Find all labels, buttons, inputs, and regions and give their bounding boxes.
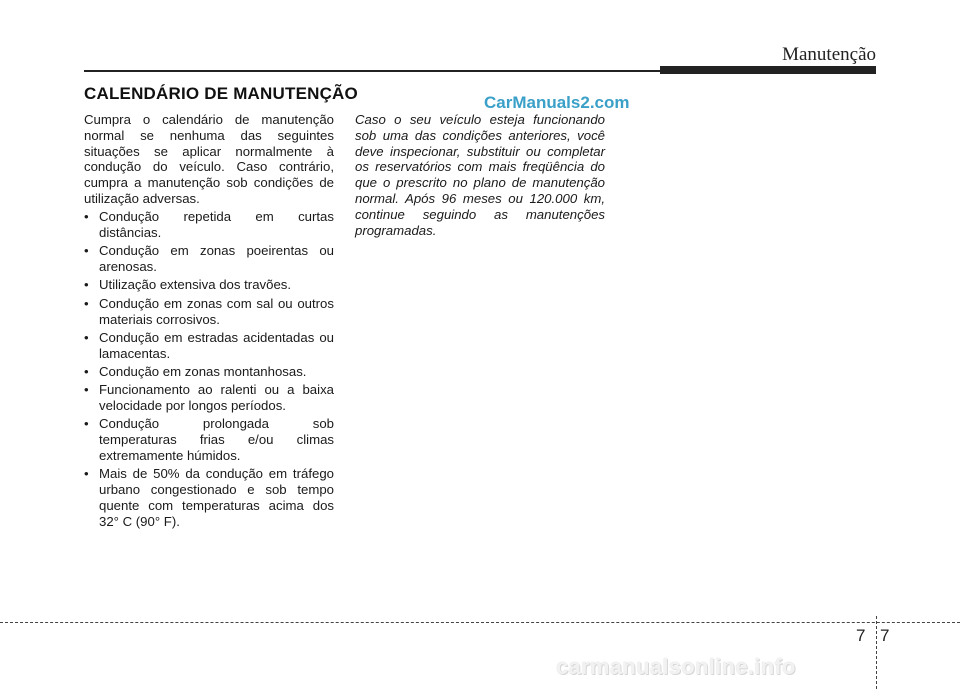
bullet-icon: • xyxy=(84,295,89,311)
list-item xyxy=(84,416,334,463)
chapter-number: 7 xyxy=(856,626,866,645)
left-column xyxy=(84,112,334,529)
note-paragraph: Caso o seu veículo esteja funcionando sob uma das condições anteriores, você deve inspecionar, substituir ou completar os reservatórios com mais freqüência do que o prescrito no plano de manutenção normal. Após 96 meses ou 120.000 km, continue seguindo as manutenções programadas. xyxy=(355,112,605,238)
footer-dashed-divider xyxy=(0,622,960,623)
header-rule-thick xyxy=(660,66,876,74)
list-item xyxy=(84,296,334,328)
list-item-text: Condução em estradas acidentadas ou lamacentas. xyxy=(99,329,334,361)
bullet-icon: • xyxy=(84,466,89,482)
bullet-icon: • xyxy=(84,416,89,432)
section-header: Manutenção xyxy=(782,44,876,65)
footer-dashed-vertical xyxy=(876,616,877,689)
list-item xyxy=(84,382,334,414)
bullet-icon: • xyxy=(84,277,89,293)
list-item xyxy=(84,466,334,529)
list-item xyxy=(84,243,334,275)
bullet-icon: • xyxy=(84,382,89,398)
conditions-list xyxy=(84,209,334,529)
header-rule-thin xyxy=(84,70,660,72)
bullet-icon: • xyxy=(84,243,89,259)
list-item xyxy=(84,209,334,241)
footer-watermark: carmanualsonline.info xyxy=(556,654,796,679)
watermark-link[interactable]: CarManuals2.com xyxy=(484,93,630,112)
bullet-icon: • xyxy=(84,329,89,345)
list-item-text: Funcionamento ao ralenti ou a baixa velocidade por longos períodos. xyxy=(99,382,334,414)
intro-paragraph: Cumpra o calendário de manutenção normal se nenhuma das seguintes situações se aplicar normalmente à condução do veículo. Caso contrário, cumpra a manutenção sob condições de utilização adversas. xyxy=(84,112,334,206)
list-item xyxy=(84,277,334,293)
bullet-icon: • xyxy=(84,363,89,379)
page-title: CALENDÁRIO DE MANUTENÇÃO xyxy=(84,84,358,103)
list-item-text: Condução em zonas montanhosas. xyxy=(99,363,307,379)
list-item-text: Condução em zonas poeirentas ou arenosas. xyxy=(99,243,334,275)
page-number: 7 xyxy=(880,626,890,645)
list-item-text: Condução prolongada sob temperaturas frias e/ou climas extremamente húmidos. xyxy=(99,416,334,463)
list-item xyxy=(84,330,334,362)
list-item-text: Condução em zonas com sal ou outros materiais corrosivos. xyxy=(99,295,334,327)
list-item-text: Condução repetida em curtas distâncias. xyxy=(99,209,334,241)
list-item xyxy=(84,364,334,380)
list-item-text: Utilização extensiva dos travões. xyxy=(99,277,292,293)
list-item-text: Mais de 50% da condução em tráfego urbano congestionado e sob tempo quente com temperaturas acima dos 32° C (90° F). xyxy=(99,466,334,529)
bullet-icon: • xyxy=(84,209,89,225)
